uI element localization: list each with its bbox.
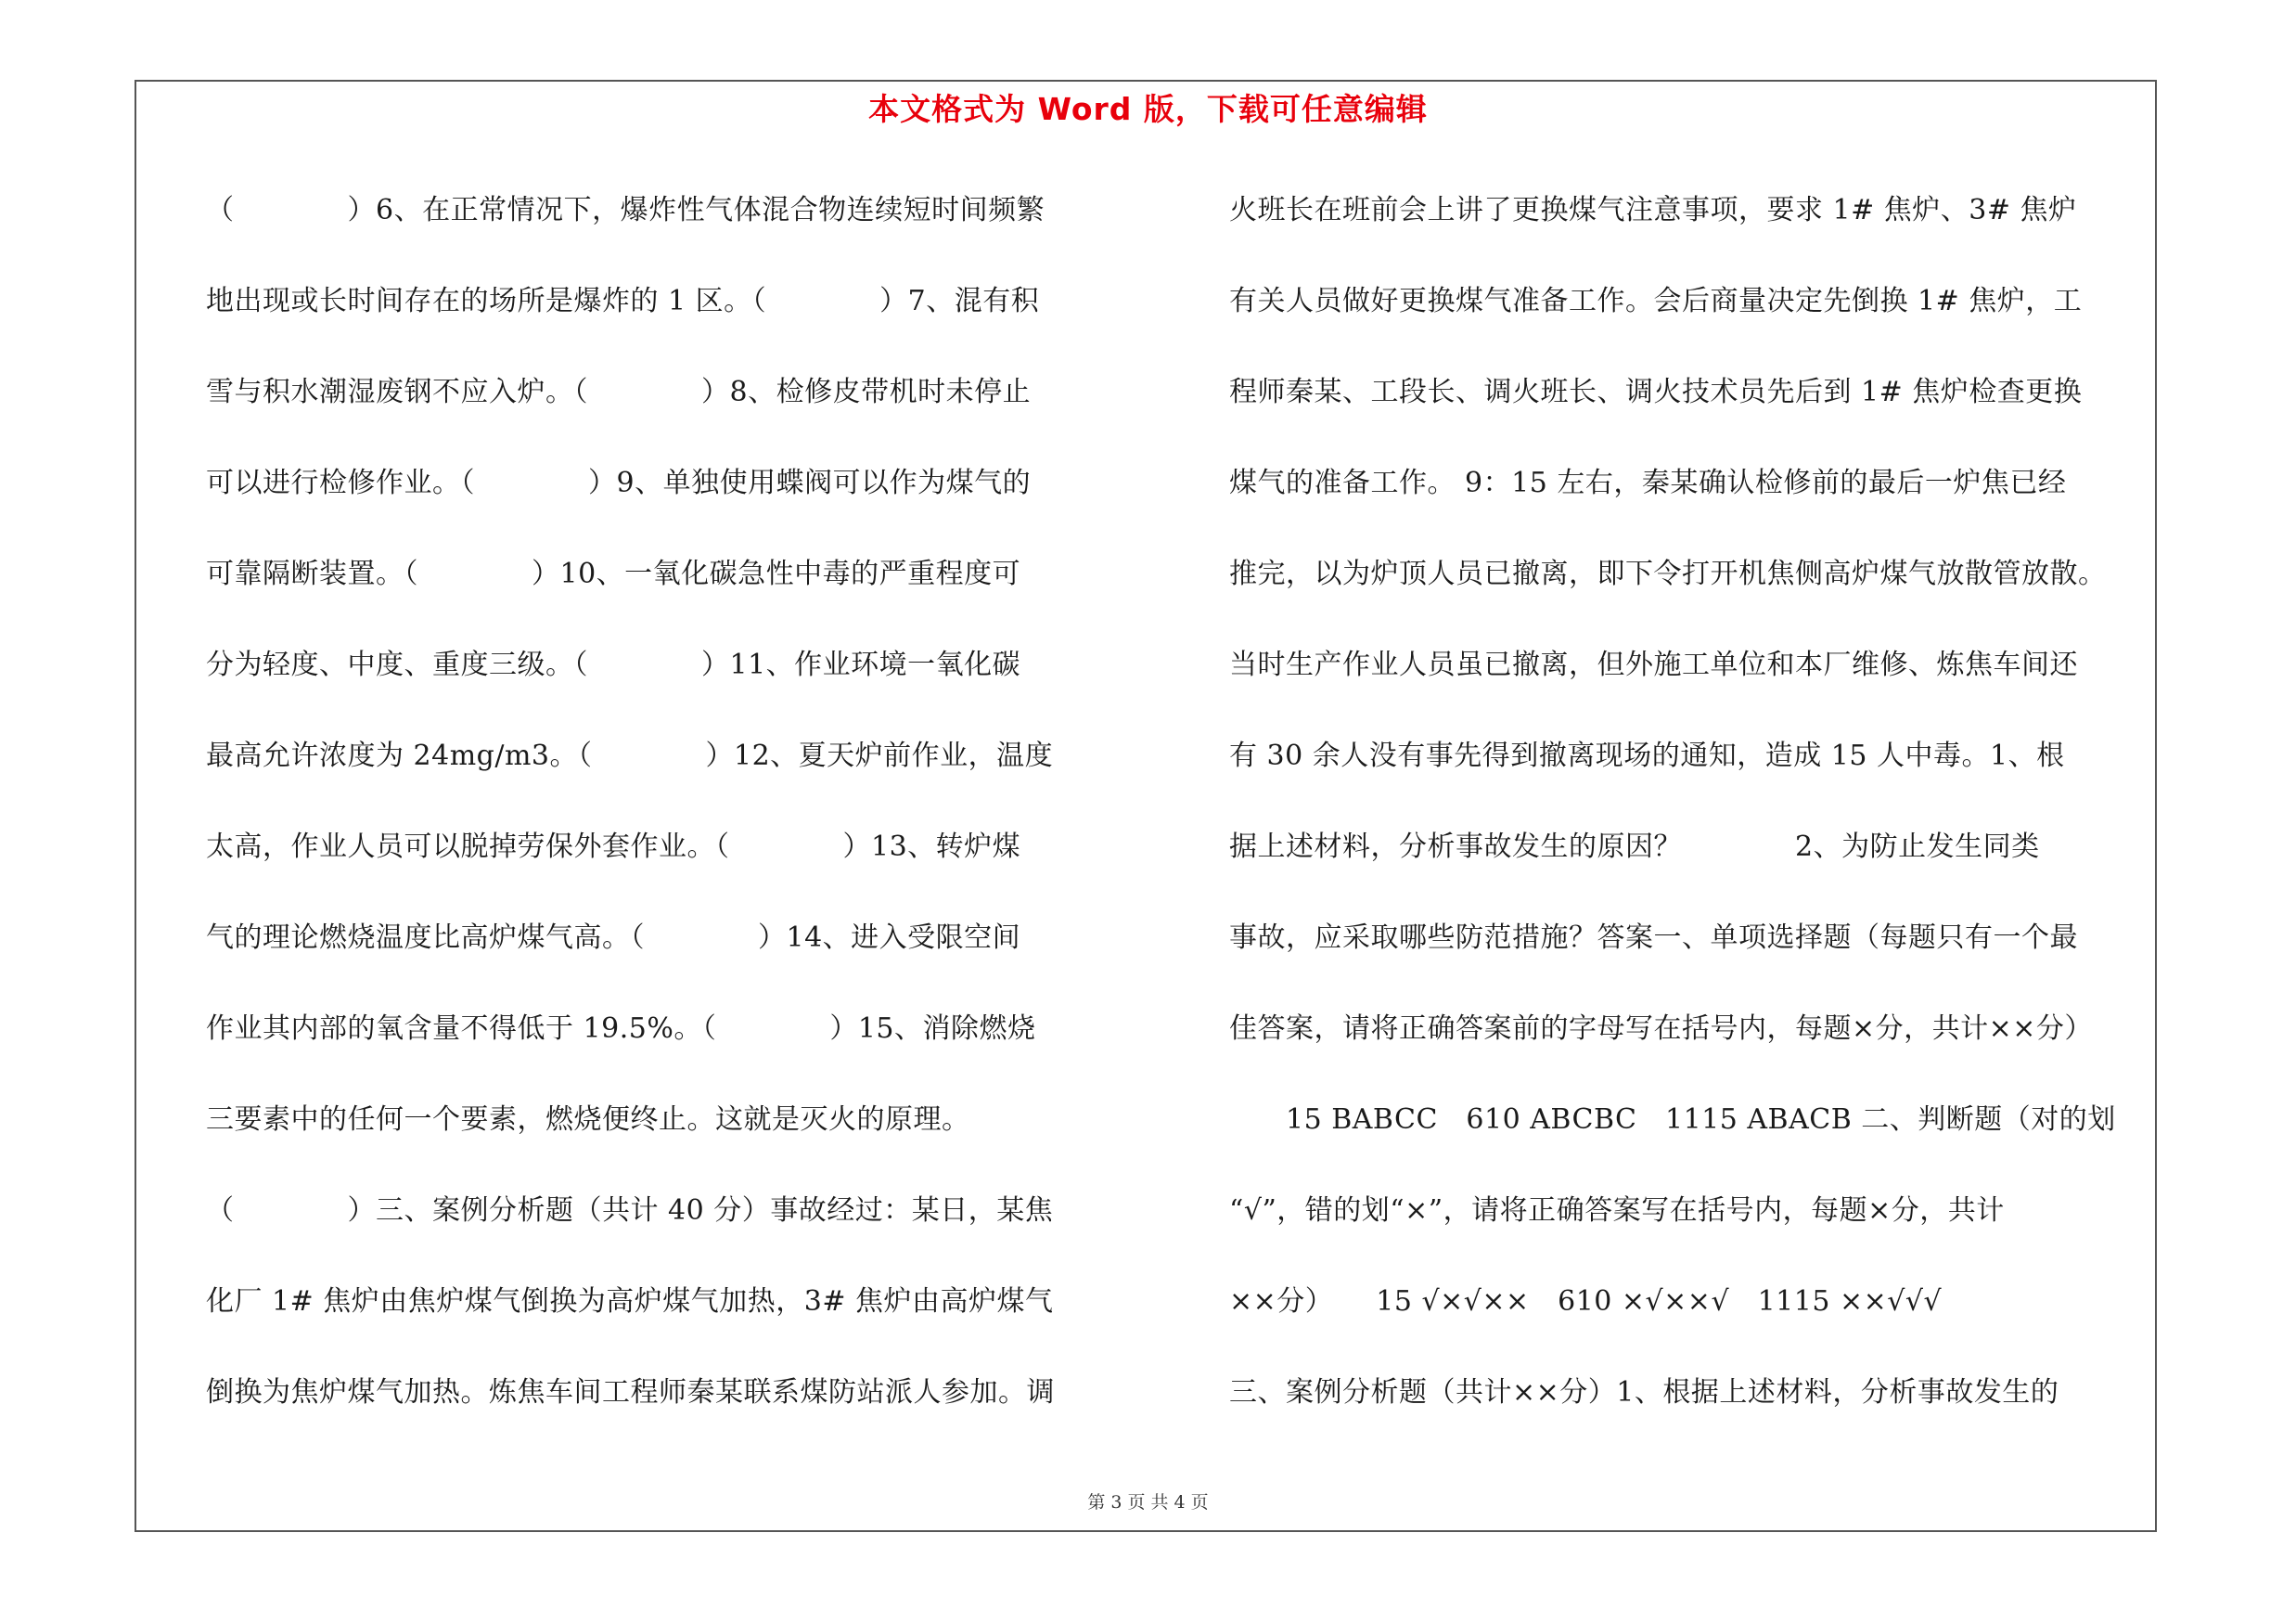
text-line: 火班长在班前会上讲了更换煤气注意事项，要求 1# 焦炉、3# 焦炉 [1229,194,2077,226]
document-banner: 本文格式为 Word 版，下载可任意编辑 [868,91,1428,127]
text-line: 推完，以为炉顶人员已撤离，即下令打开机焦侧高炉煤气放散管放散。 [1229,558,2107,590]
text-line: 最高允许浓度为 24mg/m3。（ ）12、夏天炉前作业，温度 [206,740,1054,772]
text-line: “√”，错的划“×”，请将正确答案写在括号内，每题×分，共计 [1229,1194,2005,1227]
text-line: 三要素中的任何一个要素，燃烧便终止。这就是灭火的原理。 [206,1103,970,1136]
text-line: （ ）6、在正常情况下，爆炸性气体混合物连续短时间频繁 [206,194,1045,226]
text-line: 分为轻度、中度、重度三级。（ ）11、作业环境一氧化碳 [206,649,1021,681]
text-line: 作业其内部的氧含量不得低于 19.5%。（ ）15、消除燃烧 [206,1012,1036,1045]
right-text-column [1229,184,2152,1457]
text-line: 雪与积水潮湿废钢不应入炉。（ ）8、检修皮带机时未停止 [206,376,1032,408]
text-line: 气的理论燃烧温度比高炉煤气高。（ ）14、进入受限空间 [206,921,1021,954]
text-line: 化厂 1# 焦炉由焦炉煤气倒换为高炉煤气加热，3# 焦炉由高炉煤气 [206,1285,1054,1318]
text-line: 三、案例分析题（共计××分）1、根据上述材料，分析事故发生的 [1229,1376,2059,1409]
text-line: 15 BABCC 610 ABCBC 1115 ABACB 二、判断题（对的划 [1229,1103,2116,1136]
text-line: 可以进行检修作业。（ ）9、单独使用蝶阀可以作为煤气的 [206,467,1032,499]
text-line: 倒换为焦炉煤气加热。炼焦车间工程师秦某联系煤防站派人参加。调 [206,1376,1055,1409]
text-line: 事故，应采取哪些防范措施？答案一、单项选择题（每题只有一个最 [1229,921,2078,954]
text-line: 据上述材料，分析事故发生的原因？ 2、为防止发生同类 [1229,831,2040,863]
left-text-column [206,184,1124,1457]
text-line: ××分） 15 √×√×× 610 ×√××√ 1115 ××√√√ [1229,1285,1943,1318]
text-line: 有关人员做好更换煤气准备工作。会后商量决定先倒换 1# 焦炉，工 [1229,285,2083,317]
text-line: 程师秦某、工段长、调火班长、调火技术员先后到 1# 焦炉检查更换 [1229,376,2083,408]
text-line: 佳答案，请将正确答案前的字母写在括号内，每题×分，共计××分） [1229,1012,2093,1045]
text-line: 可靠隔断装置。（ ）10、一氧化碳急性中毒的严重程度可 [206,558,1021,590]
page-number-footer: 第 3 页 共 4 页 [1087,1492,1209,1513]
text-line: （ ）三、案例分析题（共计 40 分）事故经过：某日，某焦 [206,1194,1054,1227]
text-line: 煤气的准备工作。 9：15 左右，秦某确认检修前的最后一炉焦已经 [1229,467,2067,499]
text-line: 太高，作业人员可以脱掉劳保外套作业。（ ）13、转炉煤 [206,831,1021,863]
text-line: 有 30 余人没有事先得到撤离现场的通知，造成 15 人中毒。1、根 [1229,740,2065,772]
text-line: 地出现或长时间存在的场所是爆炸的 1 区。（ ）7、混有积 [206,285,1040,317]
text-line: 当时生产作业人员虽已撤离，但外施工单位和本厂维修、炼焦车间还 [1229,649,2078,681]
